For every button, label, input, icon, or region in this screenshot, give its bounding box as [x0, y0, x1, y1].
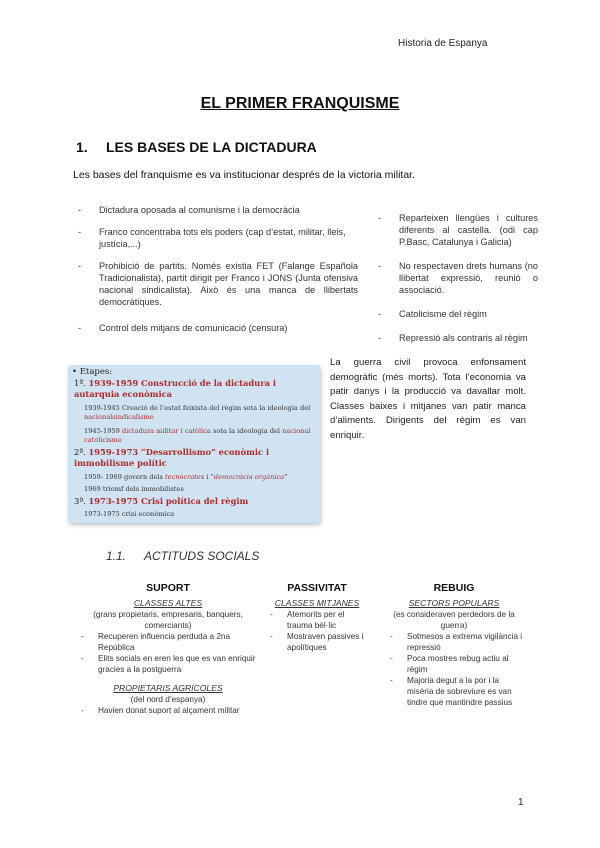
left-bullet-list — [78, 204, 358, 344]
running-header: Historia de Espanya — [398, 38, 488, 49]
subsection-heading — [106, 549, 259, 563]
section-title: LES BASES DE LA DICTADURA — [106, 139, 317, 155]
stage-1-detail-a: 1939-1945 Creació de l’estat feixista del règim sota la ideologia del nacionalsindicalisme — [84, 404, 311, 421]
war-consequences-paragraph: La guerra civil provoca enfonsament demogràfic (més morts). Tota l’economia va patir danys i la producció va davallar molt. Classes baixes i mitjanes van patir manca d’aliments. Dirigents del règim es van enriquir. — [330, 357, 526, 441]
stage-3 — [74, 496, 314, 507]
list-item: - Franco concentraba tots els poders (cap d’estat, militar, lleis, justícia,...) — [78, 226, 358, 250]
stage-2-detail-b: 1969 triomf dels immobilistes — [84, 485, 184, 493]
stage-label: 1973-1975 Crisi política del règim — [88, 496, 249, 506]
list-item: - Majoria degut a la por i la misèria de sobreviure es van tindre que mantindre passius — [382, 675, 526, 708]
stage-number: 1ª. — [74, 378, 86, 388]
stage-3-detail: 1973-1975 crisi econòmica — [84, 510, 175, 518]
section-number: 1. — [76, 139, 88, 155]
stage-label: 1939-1959 Construcció de la dictadura i autarquia econòmica — [74, 378, 276, 399]
stages-title: • Etapes: — [72, 367, 113, 377]
list-item: - Atemorits per el trauma bèl·lic — [262, 609, 372, 631]
document-title: EL PRIMER FRANQUISME — [200, 95, 400, 112]
group-note: (es consideraven perdedors de la guerra) — [393, 610, 515, 630]
list-item: - Recuperen influencia perduda a 2na República — [73, 631, 263, 653]
group-list — [73, 631, 263, 675]
stage-number: 3ª. — [74, 496, 86, 506]
group-title: SECTORS POPULARS — [408, 598, 500, 608]
subsection-title: ACTITUDS SOCIALS — [144, 549, 260, 563]
intro-paragraph: Les bases del franquisme es va institucionar després de la victoria militar. — [73, 169, 415, 181]
list-item: - Catolicisme del règim — [378, 308, 538, 320]
stages-box — [68, 365, 320, 523]
column-passivitat — [262, 583, 372, 653]
group-title: CLASSES ALTES — [133, 598, 203, 608]
list-item: - Elits socials en eren les que es van enriquir gracies a la postguerra — [73, 653, 263, 675]
column-heading: SUPORT — [146, 582, 190, 594]
group-list — [262, 609, 372, 653]
stage-1-detail-b: 1945-1959 dictadura militar i catòlica sota la ideologia del nacional catolicisme — [84, 427, 311, 444]
list-item: - Dictadura oposada al comunisme i la democràcia — [78, 204, 358, 216]
list-item: - Repressió als contraris al règim — [378, 332, 538, 344]
stage-2-detail-a: 1959- 1969 govern dels tecnòcrates i “democràcia orgànica” — [84, 473, 288, 481]
stage-label: 1959-1973 “Desarrollismo” econòmic i immobilisme polític — [74, 447, 270, 468]
list-item: - Prohibició de partits. Només existia FET (Falange Española Tradicionalista), partit dirigit per Franco i JONS (Junta ofensiva nacional sindicalista). Això és una manca de llibertats democràtiques. — [78, 260, 358, 308]
stage-2 — [74, 447, 314, 468]
list-item: - Mostraven passives i apolítiques — [262, 631, 372, 653]
subsection-number: 1.1. — [106, 549, 127, 563]
column-heading: PASSIVITAT — [287, 582, 347, 594]
list-item: - Reparteixen llengües i cultures diferents al castella. (odi cap P.Basc, Catalunya i Galicia) — [378, 212, 538, 248]
group-list — [382, 631, 526, 708]
right-bullet-list — [378, 212, 538, 354]
page-number: 1 — [518, 797, 524, 808]
stage-1 — [74, 378, 314, 399]
list-item: - Havien donat suport al alçament militar — [73, 705, 263, 716]
group-note: (del nord d’espanya) — [130, 695, 206, 704]
group-list — [73, 705, 263, 716]
section-heading — [76, 139, 317, 155]
group-title: PROPIETARIS AGRÍCOLES — [113, 683, 223, 693]
group-title: CLASSES MITJANES — [274, 598, 360, 608]
list-item: - Sotmesos a extrema vigilància i repressió — [382, 631, 526, 653]
list-item: - Control dels mitjans de comunicació (censura) — [78, 322, 358, 334]
column-rebuig — [382, 583, 526, 708]
group-note: (grans propietaris, empresaris, banquers, comerciants) — [93, 610, 243, 630]
list-item: - No respectaven drets humans (no llibertat expressió, reunió o associació. — [378, 260, 538, 296]
column-heading: REBUIG — [433, 582, 475, 594]
list-item: - Poca mostres rebug actiu al règim — [382, 653, 526, 675]
stage-number: 2ª. — [74, 447, 86, 457]
column-suport — [73, 583, 263, 716]
